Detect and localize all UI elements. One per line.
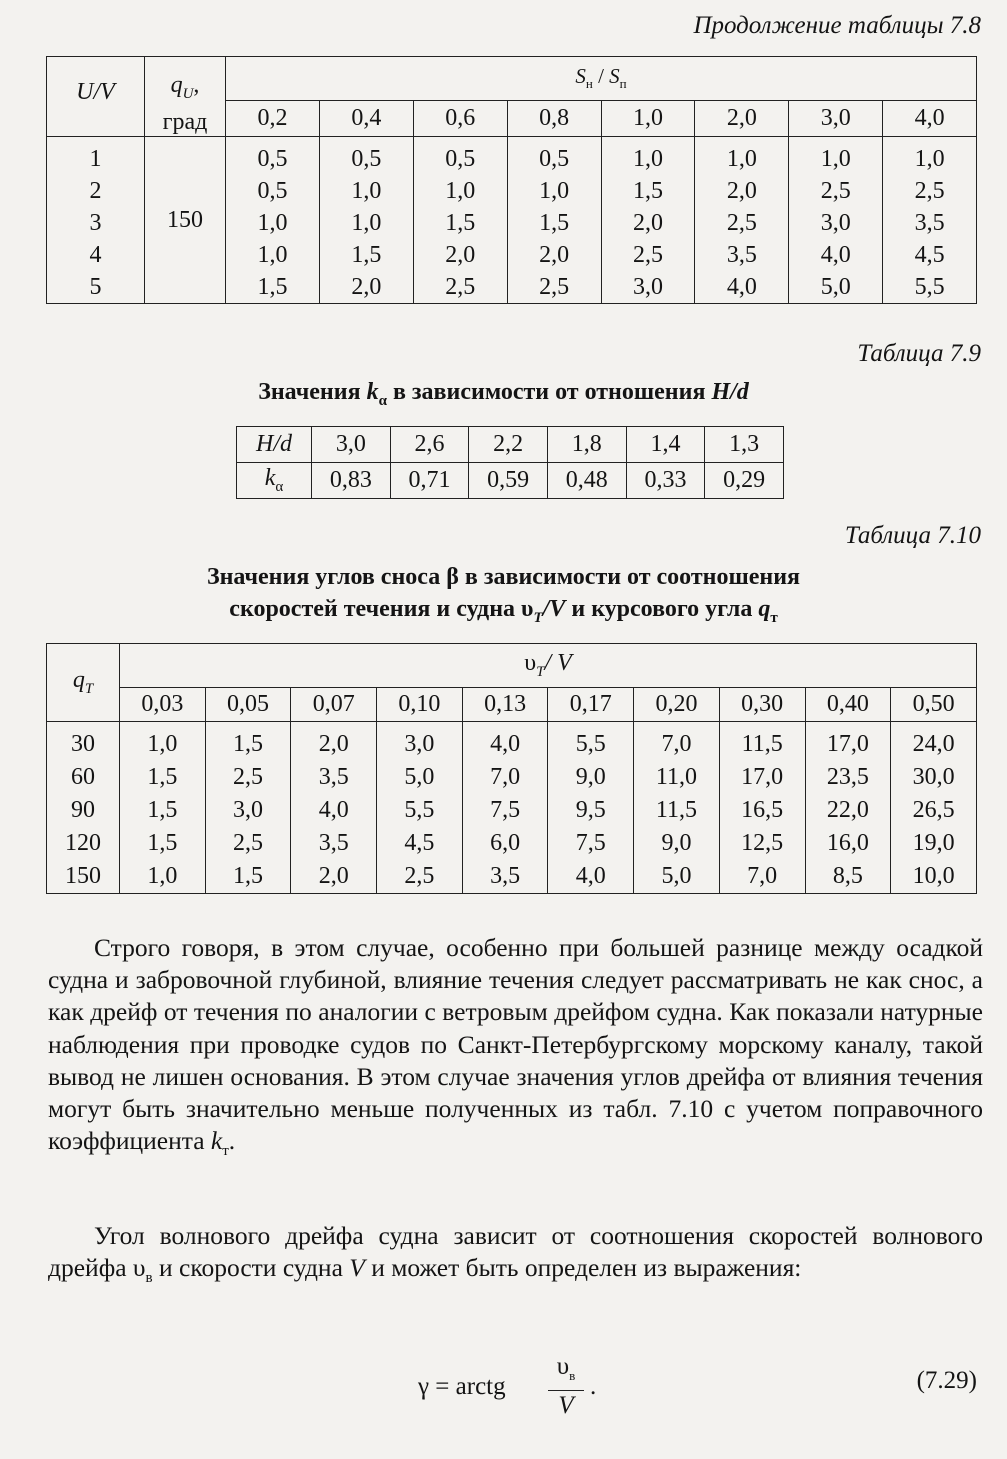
table-7-10-caption: Таблица 7.10 — [844, 522, 981, 549]
table-7-8-column: 0,5 1,0 1,5 2,0 2,5 — [507, 137, 601, 304]
uv-values-cell: 1 2 3 4 5 — [47, 137, 145, 304]
table-7-9-title: Значения $k_\alpha$ в зависимости от отношения H/d — [258, 379, 749, 409]
table-7-8 — [46, 56, 977, 304]
s-value: 0,4 — [319, 101, 413, 137]
qt-header: $q_T$ — [47, 644, 120, 722]
table-7-10-column: 17,0 23,5 22,0 16,0 8,5 — [805, 722, 891, 894]
k-value: 0,29 — [705, 463, 784, 499]
k-label: $k_\alpha$ — [237, 463, 312, 499]
hd-value: 2,2 — [469, 427, 548, 463]
ratio-value: 0,13 — [462, 688, 548, 722]
ratio-value: 0,50 — [891, 688, 977, 722]
table-7-10-column: 2,0 3,5 4,0 3,5 2,0 — [291, 722, 377, 894]
s-value: 0,6 — [413, 101, 507, 137]
s-value: 0,8 — [507, 101, 601, 137]
table-7-10-column: 11,5 17,0 16,5 12,5 7,0 — [719, 722, 805, 894]
ratio-value: 0,07 — [291, 688, 377, 722]
ratio-value: 0,03 — [120, 688, 206, 722]
ratio-value: 0,10 — [377, 688, 463, 722]
ratio-value: 0,30 — [719, 688, 805, 722]
hd-value: 1,8 — [547, 427, 626, 463]
formula-7-29 — [0, 1353, 1007, 1423]
table-7-9 — [236, 426, 784, 499]
ratio-header: $\upsilon_T/$ V — [120, 644, 977, 688]
qt-values-cell: 30 60 90 120 150 — [47, 722, 120, 894]
table-7-8-column: 1,0 2,5 3,5 4,5 5,5 — [883, 137, 977, 304]
s-value: 0,2 — [226, 101, 320, 137]
table-7-9-caption: Таблица 7.9 — [857, 340, 981, 367]
formula-tail: . — [590, 1373, 597, 1400]
formula-lhs: γ = arctg — [418, 1373, 506, 1400]
table-7-10-column: 7,0 11,0 11,5 9,0 5,0 — [634, 722, 720, 894]
table-7-10-column: 1,0 1,5 1,5 1,5 1,0 — [120, 722, 206, 894]
q-value-cell: 150 — [145, 137, 226, 304]
s-value: 3,0 — [789, 101, 883, 137]
equation-number: (7.29) — [916, 1367, 977, 1394]
ratio-value: 0,40 — [805, 688, 891, 722]
table-7-8-column: 0,5 1,0 1,5 2,0 2,5 — [413, 137, 507, 304]
hd-value: 1,4 — [626, 427, 705, 463]
hd-label: H/d — [237, 427, 312, 463]
table-7-10-title: Значения углов сноса β в зависимости от соотношения скоростей течения и судна $\upsilon_T/V$ и курсового угла $q_т$ — [206, 564, 801, 626]
k-value: 0,33 — [626, 463, 705, 499]
table-7-8-column: 0,5 0,5 1,0 1,0 1,5 — [226, 137, 320, 304]
hd-value: 1,3 — [705, 427, 784, 463]
uv-header: U/V — [47, 57, 145, 137]
s-value: 2,0 — [695, 101, 789, 137]
ratio-value: 0,20 — [634, 688, 720, 722]
table-7-8-column: 0,5 1,0 1,0 1,5 2,0 — [319, 137, 413, 304]
paragraph-2: Угол волнового дрейфа судна зависит от соотношения скоростей волнового дрейфа $\upsilon_в$ и скорости судна V и может быть определен из выражения: — [48, 1221, 983, 1287]
s-ratio-header: $S_н / S_п$ — [226, 57, 977, 101]
table-7-10-column: 4,0 7,0 7,5 6,0 3,5 — [462, 722, 548, 894]
s-value: 4,0 — [883, 101, 977, 137]
table-7-8-column: 1,0 2,5 3,0 4,0 5,0 — [789, 137, 883, 304]
paragraph-1: Строго говоря, в этом случае, особенно при большей разнице между осадкой судна и забровочной глубиной, влияние течения следует рассматривать не как снос, а как дрейф от течения по аналогии с ветровым дрейфом судна. Как показали натурные наблюдения при проводке судов по Санкт-Петербургскому морскому каналу, такой вывод не лишен основания. В этом случае значения углов дрейфа от влияния течения могут быть значительно меньше полученных из табл. 7.10 с учетом поправочного коэффициента $k_т$. — [48, 933, 983, 1160]
hd-value: 2,6 — [390, 427, 469, 463]
formula-fraction: $\upsilon_в$ V — [548, 1353, 584, 1421]
hd-value: 3,0 — [312, 427, 391, 463]
s-value: 1,0 — [601, 101, 695, 137]
table-7-10 — [46, 643, 977, 894]
k-value: 0,83 — [312, 463, 391, 499]
table-7-10-column: 5,5 9,0 9,5 7,5 4,0 — [548, 722, 634, 894]
table-7-8-caption: Продолжение таблицы 7.8 — [693, 12, 981, 39]
q-header: $q_U$, град — [145, 57, 226, 137]
table-7-8-column: 1,0 1,5 2,0 2,5 3,0 — [601, 137, 695, 304]
k-value: 0,71 — [390, 463, 469, 499]
k-value: 0,48 — [547, 463, 626, 499]
ratio-value: 0,05 — [205, 688, 291, 722]
k-value: 0,59 — [469, 463, 548, 499]
table-7-10-column: 3,0 5,0 5,5 4,5 2,5 — [377, 722, 463, 894]
table-7-10-column: 1,5 2,5 3,0 2,5 1,5 — [205, 722, 291, 894]
table-7-8-column: 1,0 2,0 2,5 3,5 4,0 — [695, 137, 789, 304]
table-7-10-column: 24,0 30,0 26,5 19,0 10,0 — [891, 722, 977, 894]
ratio-value: 0,17 — [548, 688, 634, 722]
